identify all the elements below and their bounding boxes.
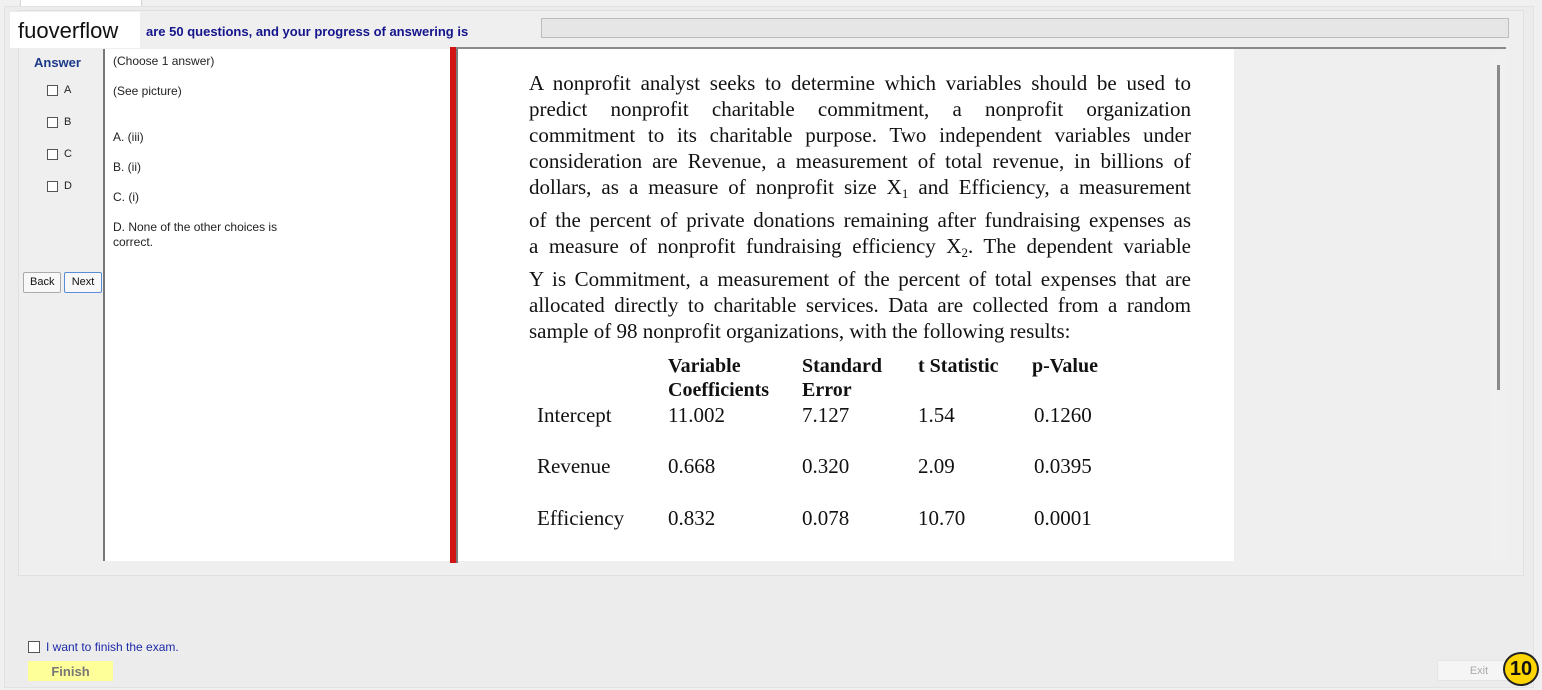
fuoverflow-logo: fuoverflow [10,12,140,48]
question-line-part: a measure of nonprofit fundraising efficiency X [529,234,962,258]
option-b-checkbox[interactable] [47,117,58,128]
table-cell: 0.320 [802,454,850,478]
table-cell: 7.127 [802,403,850,427]
finish-button[interactable]: Finish [28,661,113,681]
table-row-label: Efficiency [537,506,625,530]
option-d-checkbox[interactable] [47,181,58,192]
table-row-label: Revenue [537,454,611,478]
option-a-label: A [64,84,72,96]
table-cell: 2.09 [918,454,955,478]
table-cell: 0.078 [802,506,850,530]
option-b-label: B [64,116,72,128]
question-line: allocated directly to charitable services. Data are collected from a random [529,293,1191,317]
table-cell: 0.668 [668,454,716,478]
question-line: consideration are Revenue, a measurement of total revenue, in billions of [529,149,1191,173]
question-line: predict nonprofit charitable commitment, a nonprofit organization [529,97,1191,121]
option-d-label: D [64,180,72,192]
finish-exam-label: I want to finish the exam. [46,640,179,654]
option-a[interactable] [47,84,71,96]
question-scroll-area [458,49,1506,561]
choice-d-text: D. None of the other choices is correct. [113,220,278,249]
option-d[interactable] [47,180,72,192]
question-line [529,233,1191,266]
table-row-label: Intercept [537,403,612,427]
answer-title: Answer [34,55,81,70]
question-line-part: and Efficiency, a measurement [908,175,1191,199]
timer-badge: 10 [1503,652,1539,686]
scrollbar-thumb[interactable] [1497,65,1500,390]
question-text [529,70,1191,344]
table-header-coefficients: Variable Coefficients [668,355,770,401]
exit-button[interactable]: Exit [1437,660,1521,681]
table-cell: 0.832 [668,506,716,530]
question-image [458,49,1234,561]
choice-see-picture: (See picture) [113,84,182,98]
choice-a-text: A. (iii) [113,130,144,144]
question-line: Y is Commitment, a measurement of the percent of total expenses that are [529,267,1191,291]
table-header-p-value: p-Value [1032,355,1098,377]
subscript: 1 [901,186,909,201]
table-cell: 10.70 [918,506,966,530]
back-button[interactable]: Back [23,272,61,293]
question-line: sample of 98 nonprofit organizations, with the following results: [529,319,1071,343]
splitter-divider[interactable] [450,47,456,563]
table-cell: 0.0001 [1034,506,1092,530]
progress-bar [541,18,1509,38]
progress-label: are 50 questions, and your progress of answering is [146,24,469,39]
finish-exam-checkbox[interactable] [28,641,40,653]
table-header-standard-error: Standard Error [802,355,883,401]
question-line-part: dollars, as a measure of nonprofit size X [529,175,902,199]
vertical-scrollbar[interactable] [1491,55,1507,560]
option-c[interactable] [47,148,72,160]
choice-c-text: C. (i) [113,190,139,204]
table-cell: 1.54 [918,403,955,427]
table-cell: 11.002 [668,403,725,427]
table-header-t-statistic: t Statistic [918,355,999,377]
question-line: commitment to its charitable purpose. Two independent variables under [529,123,1191,147]
choice-instruction: (Choose 1 answer) [113,54,215,68]
option-b[interactable] [47,116,71,128]
question-line-part: . The dependent variable [967,234,1191,258]
question-line [529,174,1191,207]
table-cell: 0.0395 [1034,454,1092,478]
next-button[interactable]: Next [64,272,102,293]
table-cell: 0.1260 [1034,403,1092,427]
choice-panel [103,49,450,561]
option-a-checkbox[interactable] [47,85,58,96]
option-c-label: C [64,148,72,160]
finish-exam-option[interactable] [28,640,179,654]
question-line: A nonprofit analyst seeks to determine which variables should be used to [529,71,1191,95]
choice-b-text: B. (ii) [113,160,141,174]
question-line: of the percent of private donations remaining after fundraising expenses as [529,208,1191,232]
option-c-checkbox[interactable] [47,149,58,160]
subscript: 2 [961,245,968,260]
